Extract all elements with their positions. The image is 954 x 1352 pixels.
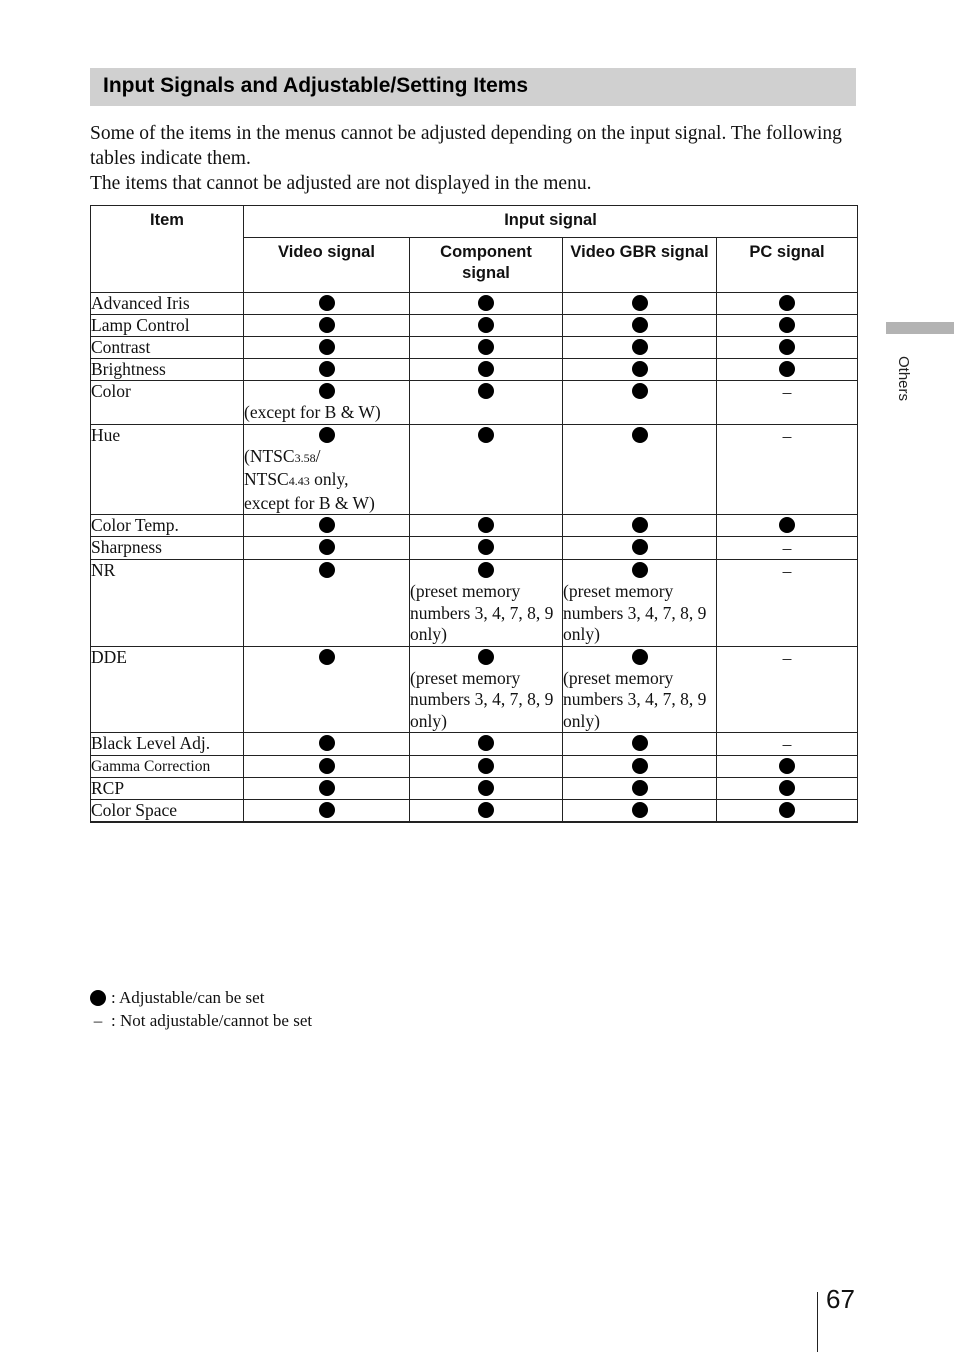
table-row <box>91 315 858 337</box>
intro-line-1: Some of the items in the menus cannot be adjusted depending on the input signal. The following tables indicate them. <box>90 123 842 169</box>
cell-note: (preset memory numbers 3, 4, 7, 8, 9 only) <box>563 581 707 644</box>
table-row <box>91 778 858 800</box>
filled-circle-icon <box>478 383 494 399</box>
filled-circle-icon <box>779 317 795 333</box>
component-signal-cell <box>410 381 563 425</box>
legend-dot-text: : Adjustable/can be set <box>111 988 265 1007</box>
pc-signal-cell <box>717 515 858 537</box>
filled-circle-icon <box>779 361 795 377</box>
video-gbr-signal-cell <box>563 315 717 337</box>
dash-symbol: – <box>782 425 792 446</box>
component-signal-cell <box>410 537 563 560</box>
row-item-label: Color Space <box>91 800 244 823</box>
cell-note: (NTSC3.58/ NTSC4.43 only, except for B & W) <box>244 445 375 513</box>
filled-circle-icon <box>319 735 335 751</box>
table-row <box>91 515 858 537</box>
video-gbr-signal-header: Video GBR signal <box>563 238 717 293</box>
row-item-label: Hue <box>91 424 244 515</box>
filled-circle-icon <box>632 517 648 533</box>
component-signal-cell <box>410 778 563 800</box>
video-gbr-signal-cell <box>563 756 717 778</box>
filled-circle-icon <box>478 649 494 665</box>
pc-signal-cell <box>717 560 858 647</box>
section-title: Input Signals and Adjustable/Setting Items <box>103 74 529 97</box>
video-signal-cell <box>244 424 410 515</box>
legend <box>90 986 312 1032</box>
pc-signal-cell <box>717 293 858 315</box>
video-gbr-signal-cell <box>563 560 717 647</box>
row-item-label: Black Level Adj. <box>91 733 244 756</box>
table-row <box>91 359 858 381</box>
row-item-label: Brightness <box>91 359 244 381</box>
filled-circle-icon <box>779 758 795 774</box>
row-item-label: Contrast <box>91 337 244 359</box>
video-signal-cell <box>244 646 410 733</box>
filled-circle-icon <box>478 802 494 818</box>
filled-circle-icon <box>478 758 494 774</box>
dash-symbol: – <box>782 538 792 558</box>
video-gbr-signal-cell <box>563 646 717 733</box>
pc-signal-cell <box>717 537 858 560</box>
dash-symbol: – <box>93 1011 103 1030</box>
table-row <box>91 646 858 733</box>
component-signal-cell <box>410 337 563 359</box>
dash-symbol: – <box>782 647 792 668</box>
video-gbr-signal-cell <box>563 537 717 560</box>
video-signal-cell <box>244 733 410 756</box>
filled-circle-icon <box>319 517 335 533</box>
pc-signal-header: PC signal <box>717 238 858 293</box>
filled-circle-icon <box>632 339 648 355</box>
video-gbr-signal-cell <box>563 515 717 537</box>
filled-circle-icon <box>779 295 795 311</box>
video-signal-cell <box>244 337 410 359</box>
input-signal-group-header: Input signal <box>244 206 858 238</box>
legend-dash-text: : Not adjustable/cannot be set <box>111 1011 313 1030</box>
video-gbr-signal-cell <box>563 424 717 515</box>
filled-circle-icon <box>319 562 335 578</box>
filled-circle-icon <box>319 802 335 818</box>
pc-signal-cell <box>717 756 858 778</box>
filled-circle-icon <box>632 735 648 751</box>
filled-circle-icon <box>632 427 648 443</box>
dash-symbol: – <box>782 734 792 754</box>
filled-circle-icon <box>319 361 335 377</box>
component-signal-cell <box>410 515 563 537</box>
cell-note: (preset memory numbers 3, 4, 7, 8, 9 only) <box>410 667 554 731</box>
item-column-header: Item <box>91 206 244 293</box>
filled-circle-icon <box>779 780 795 796</box>
filled-circle-icon <box>90 990 106 1006</box>
component-signal-cell <box>410 756 563 778</box>
pc-signal-cell <box>717 381 858 425</box>
filled-circle-icon <box>779 339 795 355</box>
video-gbr-signal-cell <box>563 800 717 823</box>
component-signal-cell <box>410 560 563 647</box>
row-item-label: Color <box>91 381 244 425</box>
component-signal-cell <box>410 424 563 515</box>
dash-symbol: – <box>782 382 792 402</box>
video-signal-cell <box>244 315 410 337</box>
legend-dash-row <box>90 1009 312 1032</box>
pc-signal-cell <box>717 359 858 381</box>
filled-circle-icon <box>319 339 335 355</box>
filled-circle-icon <box>478 780 494 796</box>
filled-circle-icon <box>319 383 335 399</box>
video-signal-cell <box>244 756 410 778</box>
video-gbr-signal-cell <box>563 381 717 425</box>
table-row <box>91 293 858 315</box>
video-gbr-signal-cell <box>563 293 717 315</box>
row-item-label: NR <box>91 560 244 647</box>
intro-line-2: The items that cannot be adjusted are not displayed in the menu. <box>90 173 592 194</box>
component-signal-cell <box>410 315 563 337</box>
component-signal-cell <box>410 359 563 381</box>
video-signal-cell <box>244 537 410 560</box>
table-row <box>91 424 858 515</box>
table-row <box>91 733 858 756</box>
filled-circle-icon <box>319 317 335 333</box>
video-signal-cell <box>244 778 410 800</box>
filled-circle-icon <box>319 295 335 311</box>
table-row <box>91 756 858 778</box>
component-signal-cell <box>410 800 563 823</box>
video-signal-cell <box>244 515 410 537</box>
cell-note: (except for B & W) <box>244 402 381 422</box>
filled-circle-icon <box>632 802 648 818</box>
row-item-label: RCP <box>91 778 244 800</box>
side-tab-marker <box>886 322 954 334</box>
section-header-bar <box>90 68 856 106</box>
video-signal-cell <box>244 359 410 381</box>
filled-circle-icon <box>779 517 795 533</box>
filled-circle-icon <box>478 735 494 751</box>
filled-circle-icon <box>632 361 648 377</box>
intro-text <box>90 121 860 196</box>
filled-circle-icon <box>478 295 494 311</box>
pc-signal-cell <box>717 778 858 800</box>
row-item-label: Color Temp. <box>91 515 244 537</box>
pc-signal-cell <box>717 424 858 515</box>
side-tab-label: Others <box>895 356 912 402</box>
component-signal-header: Component signal <box>410 238 563 293</box>
video-signal-cell <box>244 381 410 425</box>
filled-circle-icon <box>632 649 648 665</box>
filled-circle-icon <box>632 780 648 796</box>
row-item-label: Gamma Correction <box>91 756 244 778</box>
row-item-label: DDE <box>91 646 244 733</box>
filled-circle-icon <box>632 562 648 578</box>
component-signal-cell <box>410 733 563 756</box>
table-body <box>91 293 858 823</box>
pc-signal-cell <box>717 337 858 359</box>
video-gbr-signal-cell <box>563 359 717 381</box>
legend-dot-row <box>90 986 312 1009</box>
cell-note: (preset memory numbers 3, 4, 7, 8, 9 only) <box>563 667 707 731</box>
video-signal-cell <box>244 560 410 647</box>
filled-circle-icon <box>478 539 494 555</box>
filled-circle-icon <box>319 780 335 796</box>
cell-note: (preset memory numbers 3, 4, 7, 8, 9 only) <box>410 581 554 644</box>
table-row <box>91 537 858 560</box>
filled-circle-icon <box>319 758 335 774</box>
filled-circle-icon <box>319 539 335 555</box>
pc-signal-cell <box>717 800 858 823</box>
filled-circle-icon <box>632 317 648 333</box>
filled-circle-icon <box>478 562 494 578</box>
filled-circle-icon <box>319 427 335 443</box>
video-gbr-signal-cell <box>563 337 717 359</box>
dash-symbol: – <box>782 561 792 581</box>
component-signal-cell <box>410 293 563 315</box>
filled-circle-icon <box>632 539 648 555</box>
input-signal-table <box>90 205 858 823</box>
page-number-rule <box>817 1292 818 1352</box>
table-row <box>91 337 858 359</box>
filled-circle-icon <box>478 317 494 333</box>
video-gbr-signal-cell <box>563 778 717 800</box>
pc-signal-cell <box>717 646 858 733</box>
component-signal-cell <box>410 646 563 733</box>
pc-signal-cell <box>717 733 858 756</box>
row-item-label: Lamp Control <box>91 315 244 337</box>
video-signal-header: Video signal <box>244 238 410 293</box>
video-gbr-signal-cell <box>563 733 717 756</box>
page-number: 67 <box>826 1284 855 1314</box>
row-item-label: Sharpness <box>91 537 244 560</box>
table-row <box>91 560 858 647</box>
pc-signal-cell <box>717 315 858 337</box>
table-row <box>91 800 858 823</box>
filled-circle-icon <box>632 383 648 399</box>
filled-circle-icon <box>632 295 648 311</box>
row-item-label: Advanced Iris <box>91 293 244 315</box>
filled-circle-icon <box>478 339 494 355</box>
video-signal-cell <box>244 800 410 823</box>
table-row <box>91 381 858 425</box>
filled-circle-icon <box>478 517 494 533</box>
filled-circle-icon <box>478 427 494 443</box>
filled-circle-icon <box>319 649 335 665</box>
video-signal-cell <box>244 293 410 315</box>
filled-circle-icon <box>478 361 494 377</box>
filled-circle-icon <box>632 758 648 774</box>
filled-circle-icon <box>779 802 795 818</box>
